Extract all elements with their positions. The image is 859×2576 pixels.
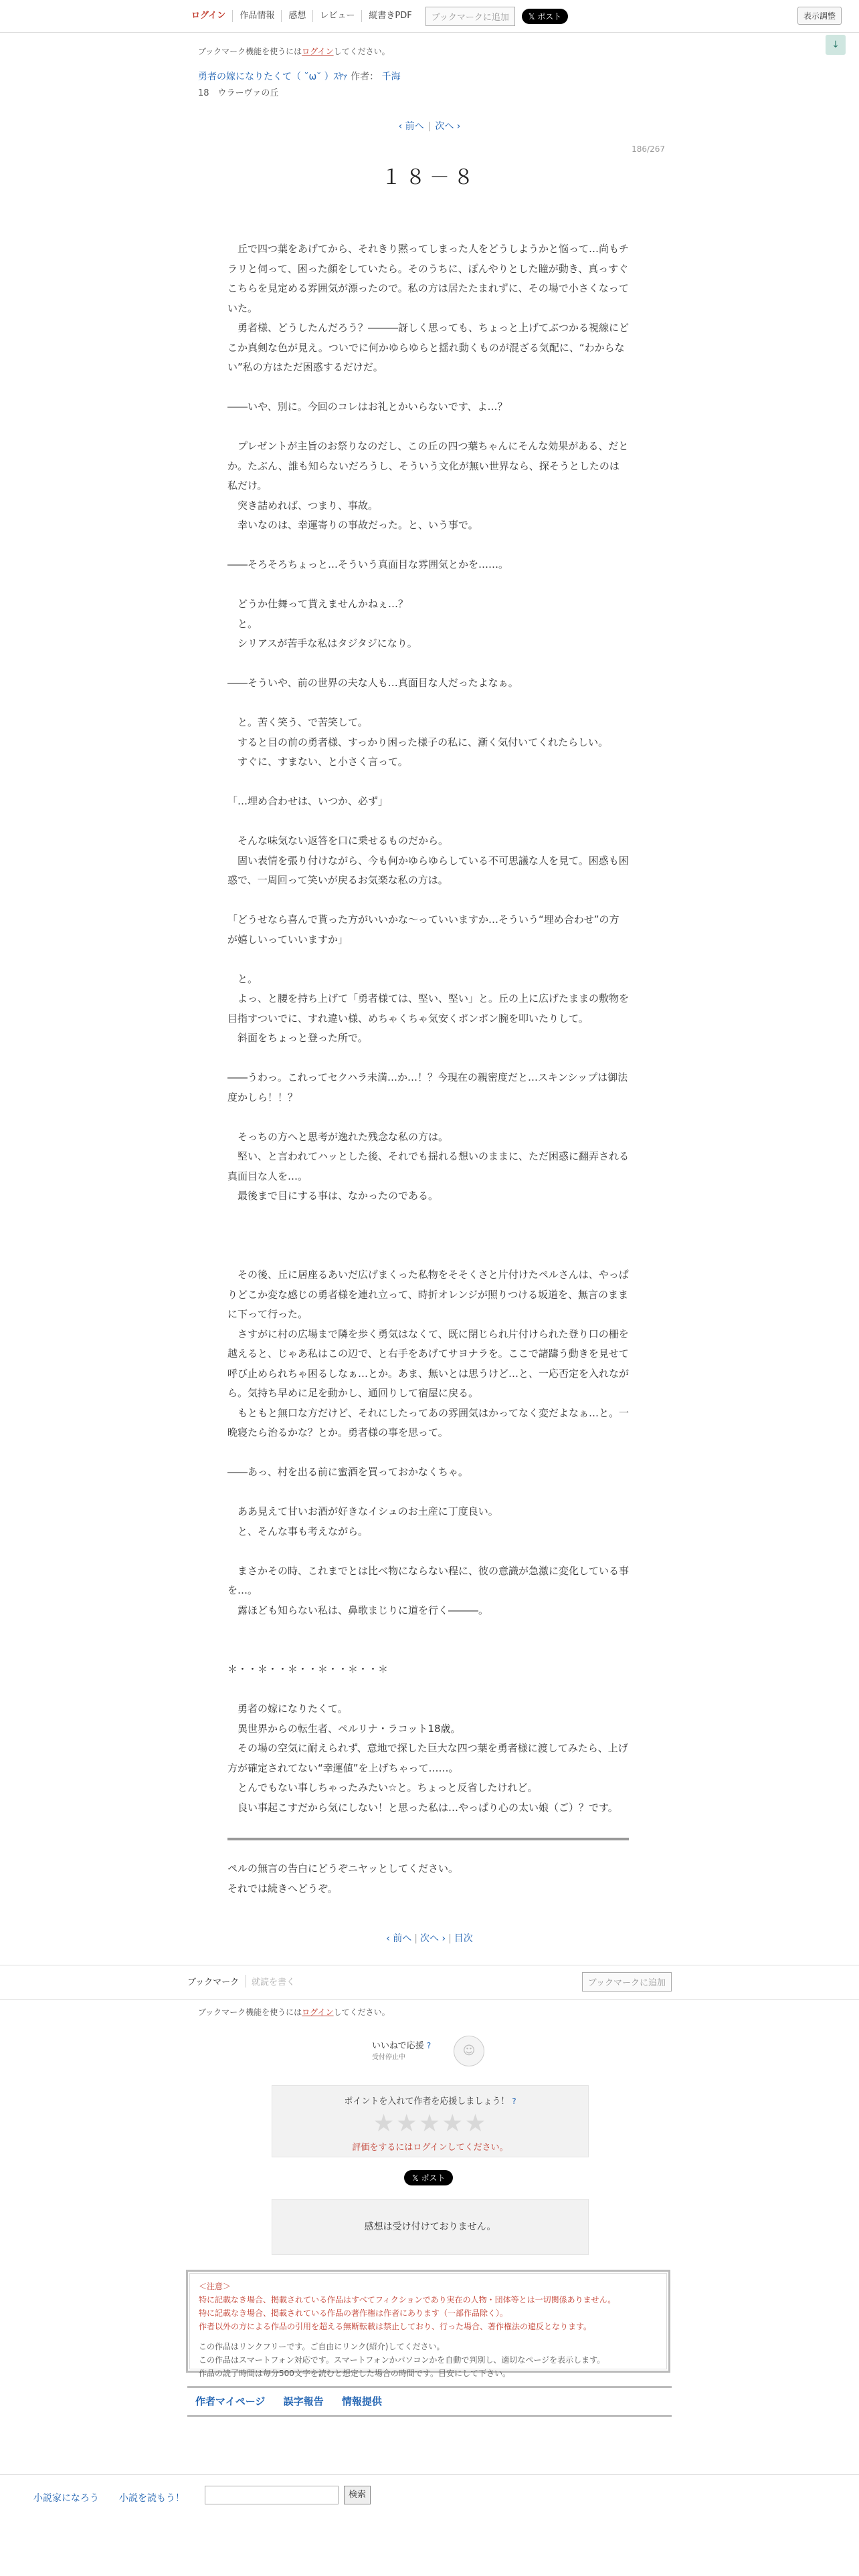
story-paragraph (227, 1206, 629, 1226)
rating-stars[interactable]: ★★★★★ (373, 2110, 488, 2137)
info-line: この作品はリンクフリーです。ご自由にリンク(紹介)してください。 (199, 2342, 445, 2351)
pager-top: ‹ 前へ | 次へ › (398, 121, 461, 132)
write-memo-button[interactable]: 就読を書く (252, 1977, 296, 1988)
story-paragraph: よっ、と腰を持ち上げて「勇者様ては、堅い、堅い」と。丘の上に広げたままの敷物を目指すついでに、すれ違い様、めちゃくちゃ気安くポンポン腕を叩いたりして。 (227, 992, 630, 1025)
caution-head: ＜注意＞ (199, 2282, 231, 2291)
story-paragraph: 斜面をちょっと登った所で。 (227, 1032, 368, 1044)
caution-line: 特に記載なき場合、掲載されている作品の著作権は作者にあります（一部作品除く）。 (199, 2309, 508, 2318)
help-icon[interactable]: ? (426, 2041, 432, 2050)
info-provide-link[interactable]: 情報提供 (341, 2395, 382, 2407)
story-paragraph: そんな味気ない返答を口に乗せるものだから。 (227, 835, 449, 847)
login-link[interactable]: ログイン (302, 47, 334, 56)
story-paragraph (227, 1620, 629, 1640)
story-paragraph (227, 1049, 629, 1069)
narou-link[interactable]: 小説家になろう (33, 2493, 99, 2504)
story-paragraph: と。 (227, 972, 258, 985)
prev-link[interactable]: ‹ 前へ (398, 121, 424, 132)
story-paragraph: シリアスが苦手な私はタジタジになり。 (227, 637, 417, 649)
typo-report-link[interactable]: 誤字報告 (283, 2395, 324, 2407)
next-link-bottom[interactable]: 次へ › (420, 1933, 446, 1944)
top-bar (0, 0, 859, 33)
toc-link[interactable]: 目次 (454, 1933, 473, 1944)
bookmark-notice-bottom (198, 2006, 390, 2018)
story-paragraph (227, 812, 629, 832)
x-post-button-bottom[interactable]: 𝕏 ポスト (404, 2170, 453, 2185)
chapter-label: 18 ウラーヴァの丘 (198, 88, 279, 98)
notice-suffix: してください。 (333, 47, 390, 56)
series-title-link[interactable]: 勇者の嫁になりたくて（ ˘ω˘ ）ｽﾔｧ (198, 72, 348, 82)
story-paragraph: 「…埋め合わせは、いつか、必ず」 (227, 795, 389, 807)
rating-box (272, 2085, 589, 2157)
story-paragraph: プレゼントが主旨のお祭りなのだし、この丘の四つ葉ちゃんにそんな効果がある、だとか。たぶん、誰も知らないだろうし、そういう文化が無い世界なら、探そうとしたのは私だけ。 (227, 440, 629, 492)
story-paragraph (227, 1640, 629, 1660)
story-paragraph: ――そういや、前の世界の夫な人も…真面目な人だったよなぁ。 (227, 677, 518, 689)
story-paragraph: 突き詰めれば、つまり、事故。 (227, 499, 379, 512)
bookmark-button[interactable]: ブックマーク (187, 1975, 246, 1988)
like-support (372, 2038, 431, 2061)
afterword-line: それでは続きへどうぞ。 (227, 1882, 338, 1895)
like-label: いいねで応援 (372, 2041, 424, 2051)
afterword (227, 1859, 629, 1899)
pager-bottom: ‹ 前へ | 次へ › | 目次 (386, 1933, 473, 1944)
x-post-button[interactable]: 𝕏 ポスト (522, 9, 568, 24)
story-paragraph (227, 693, 629, 714)
story-paragraph: その場の空気に耐えられず、意地で探した巨大な四つ葉を勇者様に渡してみたら、上げ方が確定されてない“幸運値”を上げちゃって……。 (227, 1742, 628, 1774)
search-button[interactable]: 検索 (344, 2486, 371, 2504)
story-paragraph: と。苦く笑う、で苦笑して。 (227, 716, 368, 728)
caution-line: 特に記載なき場合、掲載されている作品はすべてフィクションであり実在の人物・団体等とは一切関係ありません。 (199, 2295, 616, 2304)
impressions-tab[interactable]: 感想 (282, 10, 313, 22)
story-paragraph: どうか仕舞って貰えませんかねぇ…？ (227, 598, 409, 610)
notice-prefix: ブックマーク機能を使うには (198, 47, 302, 56)
story-paragraph: ――いや、別に。今回のコレはお礼とかいらないです、よ…？ (227, 401, 508, 413)
divider (227, 1838, 629, 1840)
story-paragraph: 幸いなのは、幸運寄りの事故だった。と、いう事で。 (227, 519, 478, 531)
story-paragraph: 固い表情を張り付けながら、今も何かゆらゆらしている不可思議な人を見て。困惑も困惑で、一周回って笑いが戻るお気楽な私の方は。 (227, 854, 629, 886)
info-line: 作品の読了時間は毎分500文字を読むと想定した場合の時間です。目安にして下さい。 (199, 2369, 510, 2378)
story-paragraph (227, 1107, 629, 1128)
caution-box (186, 2270, 670, 2378)
story-paragraph (227, 378, 629, 398)
story-paragraph (227, 1246, 629, 1266)
author-link[interactable]: 千海 (381, 72, 401, 82)
story-body (227, 239, 629, 1818)
bookmark-add-button[interactable]: ブックマークに追加 (425, 7, 515, 26)
rating-help-icon[interactable]: ? (509, 2097, 516, 2106)
rating-prompt: ポイントを入れて作者を応援しましょう！ ? (344, 2097, 516, 2107)
login-link-bottom[interactable]: ログイン (302, 2008, 334, 2017)
story-paragraph: 勇者の嫁になりたくて。 (227, 1703, 348, 1715)
story-paragraph: ――うわっ。これってセクハラ未満…か…！？今現在の親密度だと…スキンシップは御法度かしら！！？ (227, 1071, 628, 1103)
story-paragraph: 最後まで目にする事は、なかったのである。 (227, 1190, 439, 1202)
display-settings-button[interactable]: 表示調整 (797, 7, 842, 25)
story-paragraph: さすがに村の広場まで隣を歩く勇気はなくて、既に閉じられ片付けられた登り口の柵を越えると、じゃあ私はこの辺で、と右手をあげてサヨナラを。ここで諸躊う動きを見せて呼び止められちゃ困るしなぁ…とか。あま、無いとは思うけど…と、一応否定を入れながら。気持ち早めに足を動かし、通回りして宿屋に戻る。 (227, 1327, 630, 1399)
story-paragraph: まさかその時、これまでとは比べ物にならない程に、彼の意識が急激に変化している事を…。 (227, 1564, 630, 1596)
story-paragraph (227, 772, 629, 792)
story-paragraph (227, 654, 629, 674)
like-status: 受付停止中 (372, 2054, 405, 2061)
story-paragraph: 堅い、と言われてハッとした後、それでも揺れる想いのままに、ただ困惑に翻弄される真面目な人を…。 (227, 1150, 630, 1182)
site-footer (0, 2474, 859, 2515)
story-paragraph (227, 417, 629, 437)
story-paragraph (227, 1443, 629, 1463)
story-paragraph: 丘で四つ葉をあげてから、それきり黙ってしまった人をどうしようかと悩って…尚もチラリと伺って、困った顔をしていたら。そのうちに、ぽんやりとした瞳が動き、真っすぐこちらを見定める雰囲気が漂ったので。私の方は居たたまれずに、その場で小さくなっていた。 (227, 243, 630, 314)
author-label: 作者： (351, 72, 379, 82)
episode-title: １８－８ (381, 166, 478, 189)
footer-links (187, 2386, 672, 2417)
afterword-line: ペルの無言の告白にどうぞニヤッとしてください。 (227, 1862, 459, 1874)
story-paragraph: その後、丘に居座るあいだ広げまくった私物をそそくさと片付けたペルさんは、やっぱりどこか変な感じの勇者様を連れ立って、時折オレンジが照りつける坂道を、無言のままに下って行った。 (227, 1269, 629, 1320)
notice-suffix: してください。 (333, 2008, 390, 2017)
story-paragraph: ＊・・＊・・＊・・＊・・＊・・＊ (227, 1663, 389, 1675)
story-paragraph (227, 1483, 629, 1503)
story-paragraph: と。 (227, 617, 258, 630)
story-paragraph: と、そんな事も考えながら。 (227, 1525, 369, 1537)
yomou-link[interactable]: 小説を読もう！ (119, 2493, 185, 2504)
bookmark-add-button-bottom[interactable]: ブックマークに追加 (582, 1972, 672, 1992)
story-paragraph (227, 950, 629, 970)
search-input[interactable] (205, 2486, 339, 2504)
top-nav (185, 5, 568, 27)
like-button-icon[interactable]: ☺ (454, 2036, 484, 2066)
story-paragraph: すぐに、すまない、と小さく言って。 (227, 756, 408, 768)
impressions-closed: 感想は受け付けておりません。 (272, 2199, 589, 2255)
story-paragraph: すると目の前の勇者様、すっかり困った様子の私に、漸く気付いてくれたらしい。 (227, 736, 609, 748)
page-count: 186/267 (632, 144, 665, 154)
story-paragraph: ――そろそろちょっと…そういう真面目な雰囲気とかを……。 (227, 558, 509, 570)
bookmark-bar (0, 1965, 859, 2000)
story-paragraph: 異世界からの転生者、ペルリナ・ラコット18歳。 (227, 1722, 461, 1735)
bookmark-notice (198, 45, 390, 57)
story-paragraph (227, 575, 629, 595)
author-mypage-link[interactable]: 作者マイページ (195, 2395, 266, 2407)
rating-login-prompt[interactable]: 評価をするにはログインしてください。 (352, 2143, 508, 2153)
story-paragraph (227, 1226, 629, 1246)
login-tab[interactable]: ログイン (185, 10, 233, 22)
work-info-tab[interactable]: 作品情報 (233, 10, 282, 22)
story-paragraph: 露ほども知らない私は、鼻歌まじりに道を行く―――。 (227, 1604, 489, 1616)
story-paragraph: 良い事起こすだから気にしない！と思った私は…やっぱり心の太い娘（ご）？です。 (227, 1801, 618, 1814)
story-paragraph: 勇者様、どうしたんだろう？―――訝しく思っても、ちょっと上げてぶつかる視線にどこか真剣な色が見え。ついでに何かゆらゆらと揺れ動くものが混ざる気配に、“わからない”私の方はただ困惑するだけだ。 (227, 322, 630, 373)
vertical-pdf-tab[interactable]: 縦書きPDF (369, 11, 412, 21)
scroll-down-icon[interactable]: ↓ (826, 35, 846, 55)
story-paragraph: ――あっ、村を出る前に蜜酒を買っておかなくちゃ。 (227, 1466, 468, 1478)
series-info (198, 70, 401, 83)
story-paragraph (227, 1541, 629, 1562)
next-link[interactable]: 次へ › (435, 121, 461, 132)
story-paragraph: そっちの方へと思考が逸れた残念な私の方は。 (227, 1130, 449, 1143)
story-paragraph (227, 1680, 629, 1700)
prev-link-bottom[interactable]: ‹ 前へ (386, 1933, 412, 1944)
info-line: この作品はスマートフォン対応です。スマートフォンかパソコンかを自動で判別し、適切なページを表示します。 (199, 2355, 605, 2365)
story-paragraph: とんでもない事しちゃったみたい☆と。ちょっと反省したけれど。 (227, 1782, 538, 1794)
notice-prefix: ブックマーク機能を使うには (198, 2008, 302, 2017)
story-paragraph: ああ見えて甘いお酒が好きなイシュのお土産に丁度良い。 (227, 1505, 498, 1517)
story-paragraph: もともと無口な方だけど、それにしたってあの雰囲気はかってなく変だよなぁ…と。一晩寝たら治るかな？とか。勇者様の事を思って。 (227, 1406, 630, 1438)
caution-line: 作者以外の方による作品の引用を超える無断転載は禁止しており、行った場合、著作権法の違反となります。 (199, 2322, 592, 2331)
story-paragraph: 「どうせなら喜んで貰った方がいいかな～っていいますか…そういう“埋め合わせ”の方が嬉しいっていいますか」 (227, 914, 619, 946)
review-tab[interactable]: レビュー (313, 10, 362, 22)
story-paragraph (227, 891, 629, 911)
story-paragraph (227, 536, 629, 556)
